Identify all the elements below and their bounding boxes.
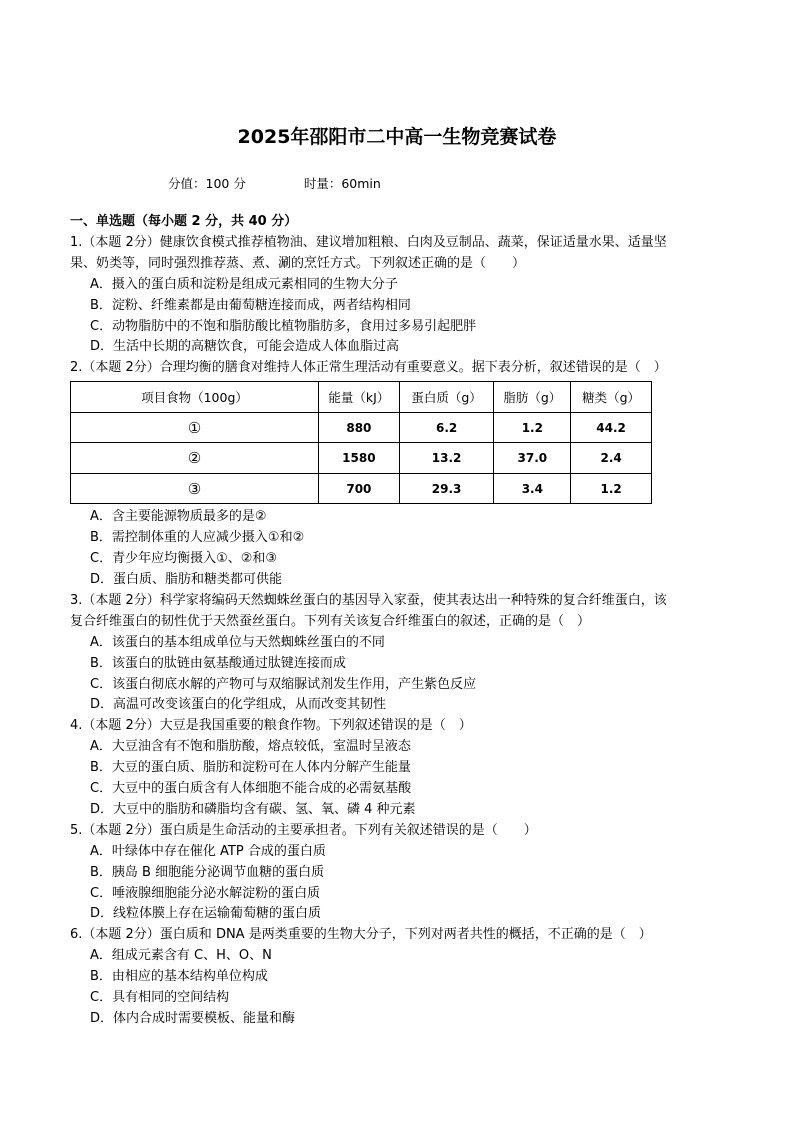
option-b: B．由相应的基本结构单位构成: [90, 969, 268, 985]
option-c: C．青少年应均衡摄入①、②和③: [90, 551, 278, 567]
table-row: [71, 443, 652, 474]
table-header-row: [71, 382, 652, 413]
header-sugar: 糖类（g）: [571, 382, 652, 413]
cell-sugar: 2.4: [571, 443, 652, 474]
question-stem: 2.（本题 2分）合理均衡的膳食对维持人体正常生理活动有重要意义。据下表分析，叙述错误的是（ ）: [70, 360, 667, 376]
option-d: D．线粒体膜上存在运输葡萄糖的蛋白质: [90, 906, 322, 922]
option-a: A．含主要能源物质最多的是②: [90, 509, 267, 525]
question-stem-cont: 果、奶类等，同时强烈推荐蒸、煮、涮的烹饪方式。下列叙述正确的是（ ）: [70, 255, 526, 271]
option-a: A．大豆油含有不饱和脂肪酸，熔点较低，室温时呈液态: [90, 739, 411, 755]
option-b: B．大豆的蛋白质、脂肪和淀粉可在人体内分解产生能量: [90, 760, 411, 776]
option-b: B．胰岛 B 细胞能分泌调节血糖的蛋白质: [90, 864, 325, 880]
option-d: D．大豆中的脂肪和磷脂均含有碳、氢、氧、磷 4 种元素: [90, 801, 416, 817]
question-1: [70, 233, 730, 358]
header-fat: 脂肪（g）: [494, 382, 571, 413]
option-a: A．叶绿体中存在催化 ATP 合成的蛋白质: [90, 843, 326, 859]
cell-food: ②: [71, 443, 319, 474]
exam-title: 2025年邵阳市二中高一生物竞赛试卷: [237, 126, 557, 148]
table-row: [71, 473, 652, 504]
option-a: A．该蛋白的基本组成单位与天然蜘蛛丝蛋白的不同: [90, 634, 385, 650]
option-d: D．蛋白质、脂肪和糖类都可供能: [90, 571, 283, 587]
cell-food: ③: [71, 473, 319, 504]
table-row: [71, 412, 652, 443]
cell-energy: 700: [319, 473, 400, 504]
option-b: B．需控制体重的人应减少摄入①和②: [90, 530, 305, 546]
option-c: C．具有相同的空间结构: [90, 990, 230, 1006]
cell-energy: 1580: [319, 443, 400, 474]
header-protein: 蛋白质（g）: [399, 382, 494, 413]
option-d: D．生活中长期的高糖饮食，可能会造成人体血脂过高: [90, 339, 400, 355]
food-table: [70, 381, 652, 504]
question-stem: 4.（本题 2分）大豆是我国重要的粮食作物。下列叙述错误的是（ ）: [70, 718, 472, 734]
question-6: [70, 925, 730, 1030]
question-3: [70, 591, 730, 716]
exam-meta: [168, 174, 381, 192]
question-5: [70, 821, 730, 926]
time-label: 时量：60min: [303, 176, 381, 191]
option-c: C．大豆中的蛋白质含有人体细胞不能合成的必需氨基酸: [90, 781, 412, 797]
option-d: D．体内合成时需要模板、能量和酶: [90, 1011, 296, 1026]
question-2: [70, 358, 730, 591]
cell-sugar: 44.2: [571, 412, 652, 443]
cell-protein: 13.2: [399, 443, 494, 474]
cell-protein: 29.3: [399, 473, 494, 504]
section-heading: 一、单选题（每小题 2 分，共 40 分）: [70, 214, 298, 229]
cell-fat: 1.2: [494, 412, 571, 443]
cell-energy: 880: [319, 412, 400, 443]
question-stem: 5.（本题 2分）蛋白质是生命活动的主要承担者。下列有关叙述错误的是（ ）: [70, 822, 537, 838]
option-c: C．动物脂肪中的不饱和脂肪酸比植物脂肪多，食用过多易引起肥胖: [90, 318, 477, 334]
option-a: A．组成元素含有 C、H、O、N: [90, 948, 272, 964]
cell-protein: 6.2: [399, 412, 494, 443]
option-c: C．该蛋白彻底水解的产物可与双缩脲试剂发生作用，产生紫色反应: [90, 676, 477, 692]
header-food: 项目食物（100g）: [71, 382, 319, 413]
cell-fat: 3.4: [494, 473, 571, 504]
score-label: 分值：100 分: [168, 176, 246, 191]
option-c: C．唾液腺细胞能分泌水解淀粉的蛋白质: [90, 885, 321, 901]
option-b: B．该蛋白的肽链由氨基酸通过肽键连接而成: [90, 655, 346, 671]
header-energy: 能量（kJ）: [319, 382, 400, 413]
question-stem: 1.（本题 2分）健康饮食模式推荐植物油、建议增加粗粮、白肉及豆制品、蔬菜，保证适量水果、适量坚: [70, 234, 667, 250]
exam-content: [70, 212, 730, 1030]
cell-food: ①: [71, 412, 319, 443]
option-b: B．淀粉、纤维素都是由葡萄糖连接而成，两者结构相同: [90, 297, 411, 313]
question-4: [70, 716, 730, 821]
cell-fat: 37.0: [494, 443, 571, 474]
option-d: D．高温可改变该蛋白的化学组成，从而改变其韧性: [90, 697, 387, 713]
question-stem: 3.（本题 2分）科学家将编码天然蜘蛛丝蛋白的基因导入家蚕，使其表达出一种特殊的复合纤维蛋白，该: [70, 592, 667, 608]
question-stem-cont: 复合纤维蛋白的韧性优于天然蚕丝蛋白。下列有关该复合纤维蛋白的叙述，正确的是（ ）: [70, 613, 591, 629]
cell-sugar: 1.2: [571, 473, 652, 504]
question-stem: 6.（本题 2分）蛋白质和 DNA 是两类重要的生物大分子，下列对两者共性的概括，不正确的是（ ）: [70, 927, 652, 943]
option-a: A．摄入的蛋白质和淀粉是组成元素相同的生物大分子: [90, 276, 398, 292]
